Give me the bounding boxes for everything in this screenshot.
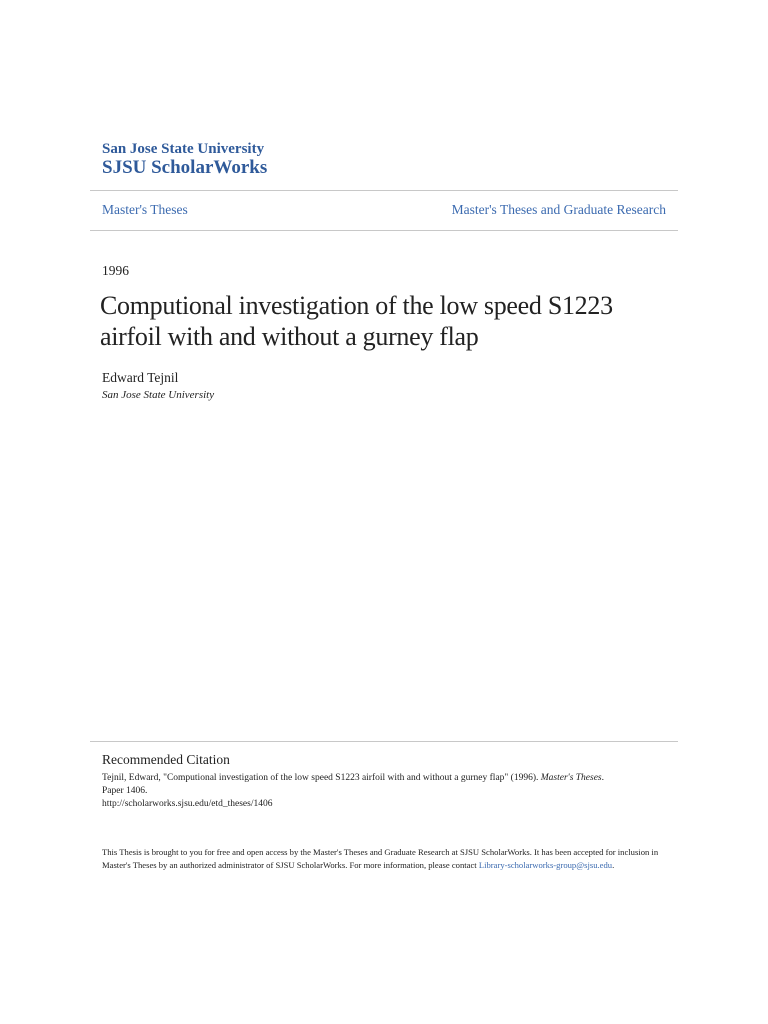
top-divider: [90, 190, 678, 191]
collection-divider: [90, 230, 678, 231]
collection-link-graduate-research[interactable]: Master's Theses and Graduate Research: [451, 202, 666, 217]
citation-url[interactable]: http://scholarworks.sjsu.edu/etd_theses/1406: [102, 799, 273, 809]
citation-text: Tejnil, Edward, "Computional investigation of the low speed S1223 airfoil with and without a gurney flap" (1996).: [102, 773, 539, 783]
citation-divider: [90, 741, 678, 742]
citation-journal: Master's Theses: [540, 773, 602, 783]
access-notice-text: This Thesis is brought to you for free and open access by the Master's Theses and Graduate Research at SJSU ScholarWorks. It has been accepted for inclusion in Master's Theses by an authorized administrator of SJSU ScholarWorks. For more information, please contact: [102, 847, 659, 870]
publication-year: 1996: [102, 263, 129, 278]
repository-name[interactable]: SJSU ScholarWorks: [102, 157, 268, 178]
paper-title: Computional investigation of the low speed S1223 airfoil with and without a gurney flap: [100, 291, 613, 351]
university-name[interactable]: San Jose State University: [102, 141, 265, 157]
author-name: Edward Tejnil: [102, 370, 179, 385]
access-notice: [102, 846, 668, 872]
citation-heading: Recommended Citation: [102, 752, 230, 767]
access-notice-end: .: [612, 860, 615, 870]
citation-period: .: [601, 773, 605, 783]
citation-body: [102, 772, 668, 811]
collection-link-masters-theses[interactable]: Master's Theses: [102, 202, 188, 217]
author-affiliation: San Jose State University: [102, 389, 215, 401]
contact-email-link[interactable]: Library-scholarworks-group@sjsu.edu: [478, 860, 613, 870]
citation-paper-number: Paper 1406.: [102, 786, 148, 796]
